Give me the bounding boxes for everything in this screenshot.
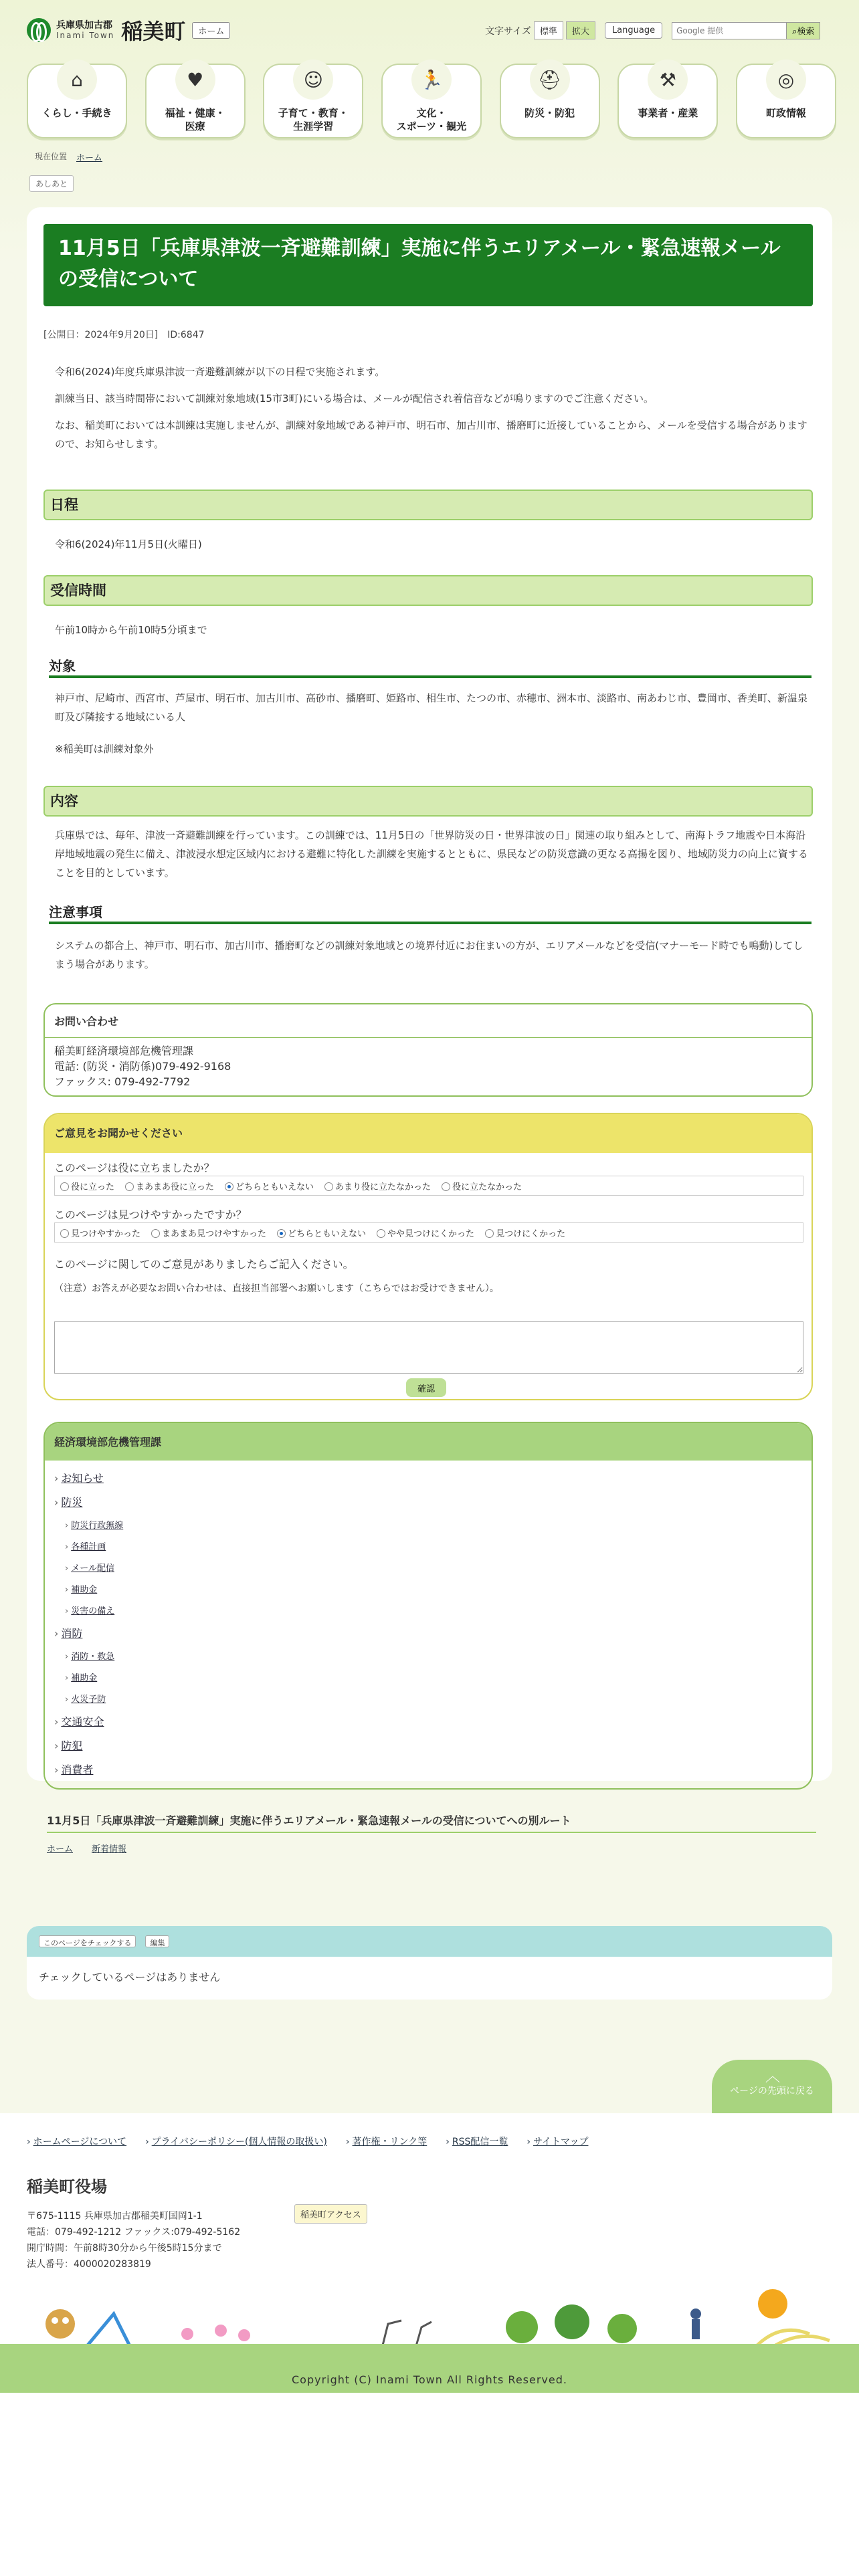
radio-icon[interactable]	[277, 1229, 286, 1238]
nav-label: 福祉・健康・ 医療	[165, 107, 225, 132]
nav-item-1[interactable]	[145, 64, 246, 138]
logo-english: Inami Town	[56, 31, 115, 40]
nav-item-0[interactable]	[27, 64, 127, 138]
header	[0, 0, 859, 60]
nav-item-5[interactable]	[617, 64, 718, 138]
dept-link[interactable]: › 防災	[54, 1494, 82, 1509]
checked-pages-panel	[27, 1926, 832, 2000]
dept-link[interactable]: › 消防・救急	[65, 1649, 114, 1662]
dept-menu-title: 経済環境部危機管理課	[45, 1423, 812, 1461]
dept-link[interactable]: › 補助金	[65, 1671, 97, 1683]
footer-ground	[0, 2344, 859, 2367]
mascot-icon	[45, 2309, 75, 2339]
feedback-option[interactable]	[377, 1226, 474, 1239]
feedback-q2: このページは見つけやすかったですか？	[54, 1208, 247, 1221]
footer	[0, 2113, 859, 2576]
option-label: まあまあ役に立った	[136, 1182, 215, 1192]
family-icon: ☺	[293, 60, 333, 100]
checked-pages-message: チェックしているページはありません	[39, 1971, 221, 1983]
nav-item-3[interactable]	[381, 64, 482, 138]
nav-label: 子育て・教育・ 生涯学習	[278, 107, 349, 132]
feedback-option[interactable]	[485, 1226, 565, 1239]
radio-icon[interactable]	[225, 1182, 233, 1191]
footer-tel: 電話：079-492-1212 ファックス:079-492-5162	[27, 2227, 241, 2238]
dept-link[interactable]: › 交通安全	[54, 1713, 104, 1729]
feedback-note: （注意）お答えが必要なお問い合わせは、直接担当部署へお願いします（こちらではお受けできません）。	[54, 1283, 499, 1294]
font-standard-button[interactable]: 標準	[534, 21, 563, 39]
worker-icon: ⚒	[648, 60, 688, 100]
heading-time: 受信時間	[43, 575, 813, 606]
back-to-top-label: ページの先頭に戻る	[730, 2086, 814, 2097]
breadcrumb-label: 現在位置	[35, 152, 68, 161]
main-content	[27, 207, 832, 1854]
check-page-button[interactable]: このページをチェックする	[39, 1935, 136, 1947]
feedback-textarea[interactable]	[54, 1321, 803, 1374]
nav-label: 町政情報	[765, 107, 806, 119]
option-label: 見つけにくかった	[496, 1228, 566, 1239]
search-button-label: 検索	[797, 26, 815, 36]
radio-icon[interactable]	[324, 1182, 333, 1191]
nav-item-2[interactable]	[263, 64, 363, 138]
nav-item-4[interactable]	[500, 64, 600, 138]
contact-tel: 電話: (防災・消防係)079-492-9168	[54, 1060, 231, 1073]
feedback-submit-button[interactable]: 確認	[406, 1378, 446, 1397]
radio-icon[interactable]	[151, 1229, 160, 1238]
back-to-top-button[interactable]	[712, 2060, 832, 2113]
feedback-option[interactable]	[60, 1180, 114, 1192]
dept-link[interactable]: › 火災予防	[65, 1692, 106, 1705]
house-icon: ⌂	[57, 60, 97, 100]
footer-address: 〒675-1115 兵庫県加古郡稲美町国岡1-1	[27, 2211, 203, 2222]
dept-link[interactable]: › お知らせ	[54, 1470, 104, 1485]
font-large-button[interactable]: 拡大	[566, 21, 595, 39]
chevron-up-icon: ︿	[765, 2068, 781, 2085]
notice-paragraph: 訓練当日、該当時間帯において訓練対象地域(15市3町)にいる場合は、メールが配信され着信音などが鳴りますのでご注意ください。	[55, 393, 654, 405]
contact-box	[43, 1003, 813, 1097]
search-box	[672, 22, 820, 39]
footer-corp-number: 法人番号：4000020283819	[27, 2259, 151, 2270]
nav-item-6[interactable]	[736, 64, 836, 138]
town-emblem-icon	[27, 18, 51, 42]
font-size-label: 文字サイズ	[485, 25, 531, 37]
radio-icon[interactable]	[485, 1229, 494, 1238]
contact-title: お問い合わせ	[45, 1004, 812, 1038]
footer-link[interactable]: › ホームページについて	[27, 2135, 126, 2148]
feedback-option[interactable]	[60, 1226, 140, 1239]
emergency-bag-icon: ⛑	[530, 60, 570, 100]
runner-icon: 🏃	[411, 60, 452, 100]
footer-link[interactable]: › サイトマップ	[527, 2135, 588, 2148]
target-text: 神戸市、尼崎市、西宮市、芦屋市、明石市、加古川市、高砂市、播磨町、姫路市、相生市、たつの市、赤穂市、洲本市、淡路市、南あわじ市、豊岡市、香美町、新温泉町及び隣接する地域にいる人	[55, 692, 808, 723]
option-label: どちらともいえない	[235, 1182, 314, 1192]
dept-link[interactable]: › 消防	[54, 1625, 82, 1640]
page-title: 11月5日「兵庫県津波一斉避難訓練」実施に伴うエリアメール・緊急速報メールの受信について	[43, 224, 813, 306]
footer-info	[27, 2208, 240, 2272]
alt-route-breadcrumb	[47, 1842, 126, 1854]
radio-icon[interactable]	[377, 1229, 385, 1238]
heading-content: 内容	[43, 786, 813, 817]
footer-links	[27, 2135, 588, 2148]
option-label: まあまあ見つけやすかった	[162, 1228, 267, 1239]
global-nav	[27, 64, 836, 137]
route-news-link[interactable]: 新着情報	[92, 1844, 127, 1854]
town-emblem-icon: ◎	[766, 60, 806, 100]
feedback-form	[43, 1113, 813, 1400]
home-badge: ホーム	[192, 22, 230, 39]
feedback-q3: このページに関してのご意見がありましたらご記入ください。	[54, 1258, 354, 1271]
search-icon: ⌕	[792, 26, 797, 36]
time-text: 午前10時から午前10時5分頃まで	[55, 624, 207, 636]
option-label: 役に立った	[71, 1182, 115, 1192]
option-label: 見つけやすかった	[71, 1228, 141, 1239]
nav-label: 文化・ スポーツ・観光	[396, 107, 467, 132]
dept-link[interactable]: › 消費者	[54, 1761, 93, 1777]
feedback-option[interactable]	[442, 1180, 522, 1192]
feedback-option[interactable]	[324, 1180, 431, 1192]
contact-dept: 稲美町経済環境部危機管理課	[54, 1045, 194, 1057]
feedback-option[interactable]	[151, 1226, 266, 1239]
nav-label: 防災・防犯	[524, 107, 575, 119]
heart-hands-icon: ♥	[175, 60, 215, 100]
footer-link[interactable]: › 著作権・リンク等	[346, 2135, 427, 2148]
language-button[interactable]: Language	[605, 22, 662, 39]
copyright: Copyright (C) Inami Town All Rights Reserved.	[0, 2367, 859, 2393]
feedback-option[interactable]	[225, 1180, 314, 1192]
heading-notes: 注意事項	[49, 901, 812, 924]
radio-icon[interactable]	[442, 1182, 450, 1191]
radio-icon[interactable]	[125, 1182, 134, 1191]
footer-link[interactable]: › RSS配信一覧	[446, 2135, 508, 2148]
intro-paragraph: 令和6(2024)年度兵庫県津波一斉避難訓練が以下の日程で実施されます。	[55, 366, 385, 378]
people-icon	[690, 2309, 701, 2339]
logo-town-name: 稲美町	[121, 19, 186, 44]
option-label: あまり役に立たなかった	[335, 1182, 432, 1192]
dept-link[interactable]: › 防犯	[54, 1737, 82, 1753]
radio-icon[interactable]	[60, 1182, 69, 1191]
dept-menu	[43, 1422, 813, 1790]
sun-icon	[758, 2289, 787, 2319]
heading-schedule: 日程	[43, 490, 813, 520]
heading-target: 対象	[49, 655, 812, 678]
nav-label: 事業者・産業	[638, 107, 698, 119]
notes-text: システムの都合上、神戸市、明石市、加古川市、播磨町などの訓練対象地域との境界付近にお住まいの方が、エリアメールなどを受信(マナーモード時でも鳴動)してしまう場合があります。	[55, 940, 803, 970]
feedback-title: ご意見をお聞かせください	[45, 1114, 812, 1153]
feedback-option[interactable]	[125, 1180, 214, 1192]
breadcrumb	[35, 150, 102, 163]
content-text: 兵庫県では、毎年、津波一斉避難訓練を行っています。この訓練では、11月5日の「世界防災の日・世界津波の日」関連の取り組みとして、南海トラフ地震や日本海沿岸地域地震の発生に備え、津波浸水想定区域内における避難に特化した訓練を実施するとともに、県民などの防災意識の更なる高揚を図り、地域防災力の向上に資することを目的としています。	[55, 829, 808, 879]
logo-prefecture: 兵庫県加古郡	[56, 20, 112, 31]
target-note: ※稲美町は訓練対象外	[55, 743, 154, 755]
footer-office-name: 稲美町役場	[27, 2177, 107, 2196]
access-button[interactable]: 稲美町アクセス	[294, 2204, 367, 2224]
ashiato-button[interactable]: あしあと	[29, 175, 74, 192]
utility-bar	[485, 21, 820, 39]
dept-link[interactable]: › 防災行政無線	[65, 1518, 123, 1531]
feedback-q2-options	[54, 1222, 803, 1243]
search-input[interactable]	[672, 23, 786, 39]
inami-paragraph: なお、稲美町においては本訓練は実施しませんが、訓練対象地域である神戸市、明石市、加古川市、播磨町に近接していることから、メールを受信する場合がありますので、お知らせします。	[55, 419, 807, 450]
dept-link[interactable]: › メール配信	[65, 1561, 114, 1574]
feedback-q1-options	[54, 1176, 803, 1196]
trees-icon	[506, 2304, 637, 2343]
site-logo[interactable]	[27, 15, 230, 45]
route-home-link[interactable]: ホーム	[47, 1844, 74, 1854]
alt-route-heading: 11月5日「兵庫県津波一斉避難訓練」実施に伴うエリアメール・緊急速報メールの受信についてへの別ルート	[47, 1812, 816, 1833]
breadcrumb-home-link[interactable]: ホーム	[76, 153, 103, 163]
footer-hours: 開庁時間：午前8時30分から午後5時15分まで	[27, 2243, 222, 2254]
dept-link[interactable]: › 補助金	[65, 1582, 97, 1595]
option-label: やや見つけにくかった	[387, 1228, 475, 1239]
dept-link[interactable]: › 各種計画	[65, 1539, 106, 1552]
dept-link[interactable]: › 災害の備え	[65, 1604, 114, 1616]
option-label: 役に立たなかった	[452, 1182, 522, 1192]
search-button[interactable]	[786, 23, 820, 39]
publish-meta: [公開日：2024年9月20日] ID:6847	[43, 330, 205, 340]
feedback-option[interactable]	[277, 1226, 366, 1239]
feedback-q1: このページは役に立ちましたか？	[54, 1162, 215, 1174]
footer-link[interactable]: › プライバシーポリシー(個人情報の取扱い)	[145, 2135, 327, 2148]
radio-icon[interactable]	[60, 1229, 69, 1238]
nav-label: くらし・手続き	[41, 107, 112, 119]
option-label: どちらともいえない	[288, 1228, 367, 1239]
schedule-text: 令和6(2024)年11月5日(火曜日)	[55, 538, 202, 550]
contact-fax: ファックス: 079-492-7792	[54, 1075, 191, 1088]
flowers-icon	[181, 2325, 250, 2341]
edit-button[interactable]: 編集	[145, 1935, 169, 1947]
